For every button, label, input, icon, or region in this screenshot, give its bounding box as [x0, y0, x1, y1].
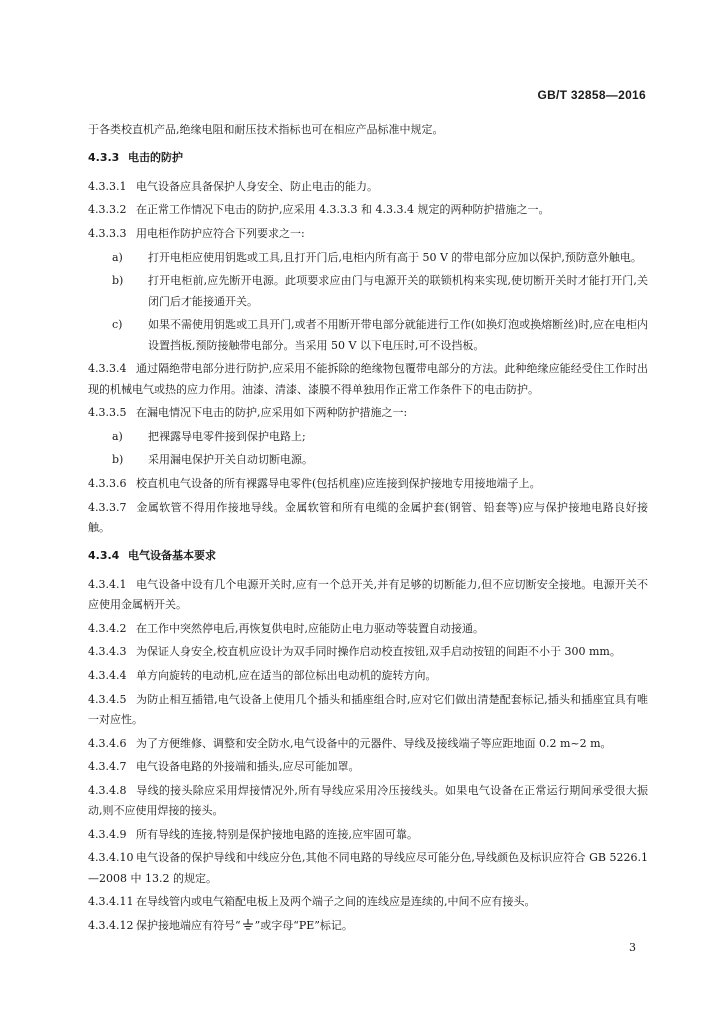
clause-number: 4.3.4.2 [88, 621, 127, 635]
clause-text: 电气设备中设有几个电源开关时,应有一个总开关,并有足够的切断能力,但不应切断安全接地。电源开关不应使用金属柄开关。 [88, 577, 648, 612]
clause-4-3-3-2 [88, 200, 648, 220]
sub-item-text: 打开电柜应使用钥匙或工具,且打开门后,电柜内所有高于 50 V 的带电部分应加以保护,预防意外触电。 [148, 250, 642, 264]
sub-item-label: b) [112, 453, 124, 467]
ground-symbol-icon [242, 918, 254, 938]
clause-text: 用电柜作防护应符合下列要求之一: [136, 227, 305, 240]
section-number: 4.3.4 [88, 549, 120, 563]
clause-text: 在工作中突然停电后,再恢复供电时,应能防止电力驱动等装置自动接通。 [136, 621, 484, 635]
sub-item-label: a) [112, 429, 123, 443]
clause-number: 4.3.4.7 [88, 760, 127, 774]
clause-text: 单方向旋转的电动机,应在适当的部位标出电动机的旋转方向。 [136, 668, 437, 682]
clause-text: 在正常工作情况下电击的防护,应采用 4.3.3.3 和 4.3.3.4 规定的两种防护措施之一。 [136, 203, 550, 217]
sub-item-a [88, 427, 648, 447]
clause-4-3-4-4 [88, 666, 648, 686]
section-title: 电击的防护 [128, 151, 183, 165]
clause-4-3-4-11 [88, 892, 648, 912]
sub-item-text: 采用漏电保护开关自动切断电源。 [148, 453, 313, 467]
clause-text: 金属软管不得用作接地导线。金属软管和所有电缆的金属护套(钢管、铅套等)应与保护接地电路良好接触。 [88, 500, 648, 534]
sub-item-text: 打开电柜前,应先断开电源。此项要求应由门与电源开关的联锁机构来实现,使切断开关时才能打开门,关闭门后才能接通开关。 [148, 274, 648, 308]
clause-text: 导线的接头除应采用焊接情况外,所有导线应采用冷压接线头。如果电气设备在正常运行期间承受很大振动,则不应使用焊接的接头。 [88, 783, 648, 818]
clause-number: 4.3.4.11 [88, 895, 134, 909]
clause-text: 通过隔绝带电部分进行防护,应采用不能拆除的绝缘物包覆带电部分的方法。此种绝缘应能经受住工作时出现的机械电气或热的应力作用。油漆、清漆、漆膜不得单独用作正常工作条件下的电击防护。 [88, 362, 648, 396]
clause-4-3-4-8 [88, 781, 648, 822]
clause-number: 4.3.3.7 [88, 500, 127, 514]
continuation-paragraph: 于各类校直机产品,绝缘电阻和耐压技术指标也可在相应产品标准中规定。 [88, 123, 444, 136]
clause-number: 4.3.4.8 [88, 783, 127, 797]
sub-item-c [88, 315, 648, 356]
clause-4-3-4-12 [88, 916, 648, 938]
clause-4-3-3-1 [88, 177, 648, 197]
clause-4-3-4-5 [88, 690, 648, 731]
clause-text-after: ”或字母“PE”标记。 [254, 918, 353, 932]
clause-text: 电气设备电路的外接端和插头,应尽可能加罩。 [136, 760, 360, 774]
clause-4-3-3-5 [88, 403, 648, 423]
document-body [88, 120, 648, 942]
clause-number: 4.3.4.4 [88, 668, 127, 682]
clause-text: 为保证人身安全,校直机应设计为双手同时操作启动校直按钮,双手启动按钮的间距不小于 300 mm。 [136, 645, 621, 659]
clause-number: 4.3.3.3 [88, 227, 127, 240]
section-number: 4.3.3 [88, 151, 120, 165]
sub-item-label: a) [112, 250, 123, 264]
clause-number: 4.3.3.2 [88, 203, 127, 217]
sub-item-text: 把裸露导电零件接到保护电路上; [148, 429, 306, 443]
clause-text: 为防止相互插错,电气设备上使用几个插头和插座组合时,应对它们做出清楚配套标记,插头和插座宜具有唯一对应性。 [88, 692, 648, 726]
sub-item-b [88, 271, 648, 312]
clause-number: 4.3.4.1 [88, 577, 127, 591]
sub-item-a [88, 248, 648, 268]
clause-4-3-4-1 [88, 575, 648, 616]
clause-text: 电气设备的保护导线和中线应分色,其他不同电路的导线应尽可能分色,导线颜色及标识应符合 GB 5226.1—2008 中 13.2 的规定。 [88, 851, 648, 885]
clause-number: 4.3.4.9 [88, 827, 127, 841]
section-heading-4-3-4 [88, 546, 648, 566]
clause-4-3-3-6 [88, 474, 648, 494]
section-heading-4-3-3 [88, 148, 648, 168]
standard-code: GB/T 32858—2016 [537, 88, 646, 102]
clause-4-3-4-9 [88, 825, 648, 845]
clause-4-3-4-2 [88, 619, 648, 639]
clause-4-3-3-4 [88, 359, 648, 400]
clause-4-3-3-7 [88, 498, 648, 539]
clause-text: 所有导线的连接,特别是保护接地电路的连接,应牢固可靠。 [136, 827, 418, 841]
clause-number: 4.3.3.5 [88, 406, 127, 420]
clause-text: 在漏电情况下电击的防护,应采用如下两种防护措施之一: [136, 406, 408, 420]
clause-4-3-4-3 [88, 642, 648, 662]
sub-item-label: b) [112, 274, 124, 288]
clause-text-before: 保护接地端应有符号“ [136, 918, 241, 932]
clause-text: 校直机电气设备的所有裸露导电零件(包括机座)应连接到保护接地专用接地端子上。 [136, 476, 541, 490]
page-number: 3 [629, 941, 636, 954]
clause-text: 电气设备应具备保护人身安全、防止电击的能力。 [136, 179, 378, 193]
clause-text: 在导线管内或电气箱配电板上及两个端子之间的连线应是连续的,中间不应有接头。 [136, 895, 536, 909]
clause-4-3-4-10 [88, 848, 648, 889]
clause-text: 为了方便维修、调整和安全防水,电气设备中的元器件、导线及接线端子等应距地面 0.2 m~2 m。 [136, 736, 612, 750]
clause-number: 4.3.3.4 [88, 362, 127, 376]
sub-item-label: c) [112, 318, 123, 332]
section-title: 电气设备基本要求 [128, 549, 216, 563]
sub-item-b [88, 450, 648, 470]
clause-number: 4.3.3.6 [88, 476, 127, 490]
sub-item-text: 如果不需使用钥匙或工具开门,或者不用断开带电部分就能进行工作(如换灯泡或换熔断丝)时,应在电柜内设置挡板,预防接触带电部分。当采用 50 V 以下电压时,可不设挡板。 [148, 318, 648, 352]
clause-number: 4.3.3.1 [88, 179, 127, 193]
clause-number: 4.3.4.3 [88, 645, 127, 659]
clause-number: 4.3.4.5 [88, 692, 127, 706]
clause-4-3-4-6 [88, 734, 648, 754]
clause-number: 4.3.4.12 [88, 918, 134, 932]
clause-number: 4.3.4.6 [88, 736, 127, 750]
clause-number: 4.3.4.10 [88, 851, 134, 865]
clause-4-3-3-3 [88, 224, 648, 244]
clause-4-3-4-7 [88, 757, 648, 777]
